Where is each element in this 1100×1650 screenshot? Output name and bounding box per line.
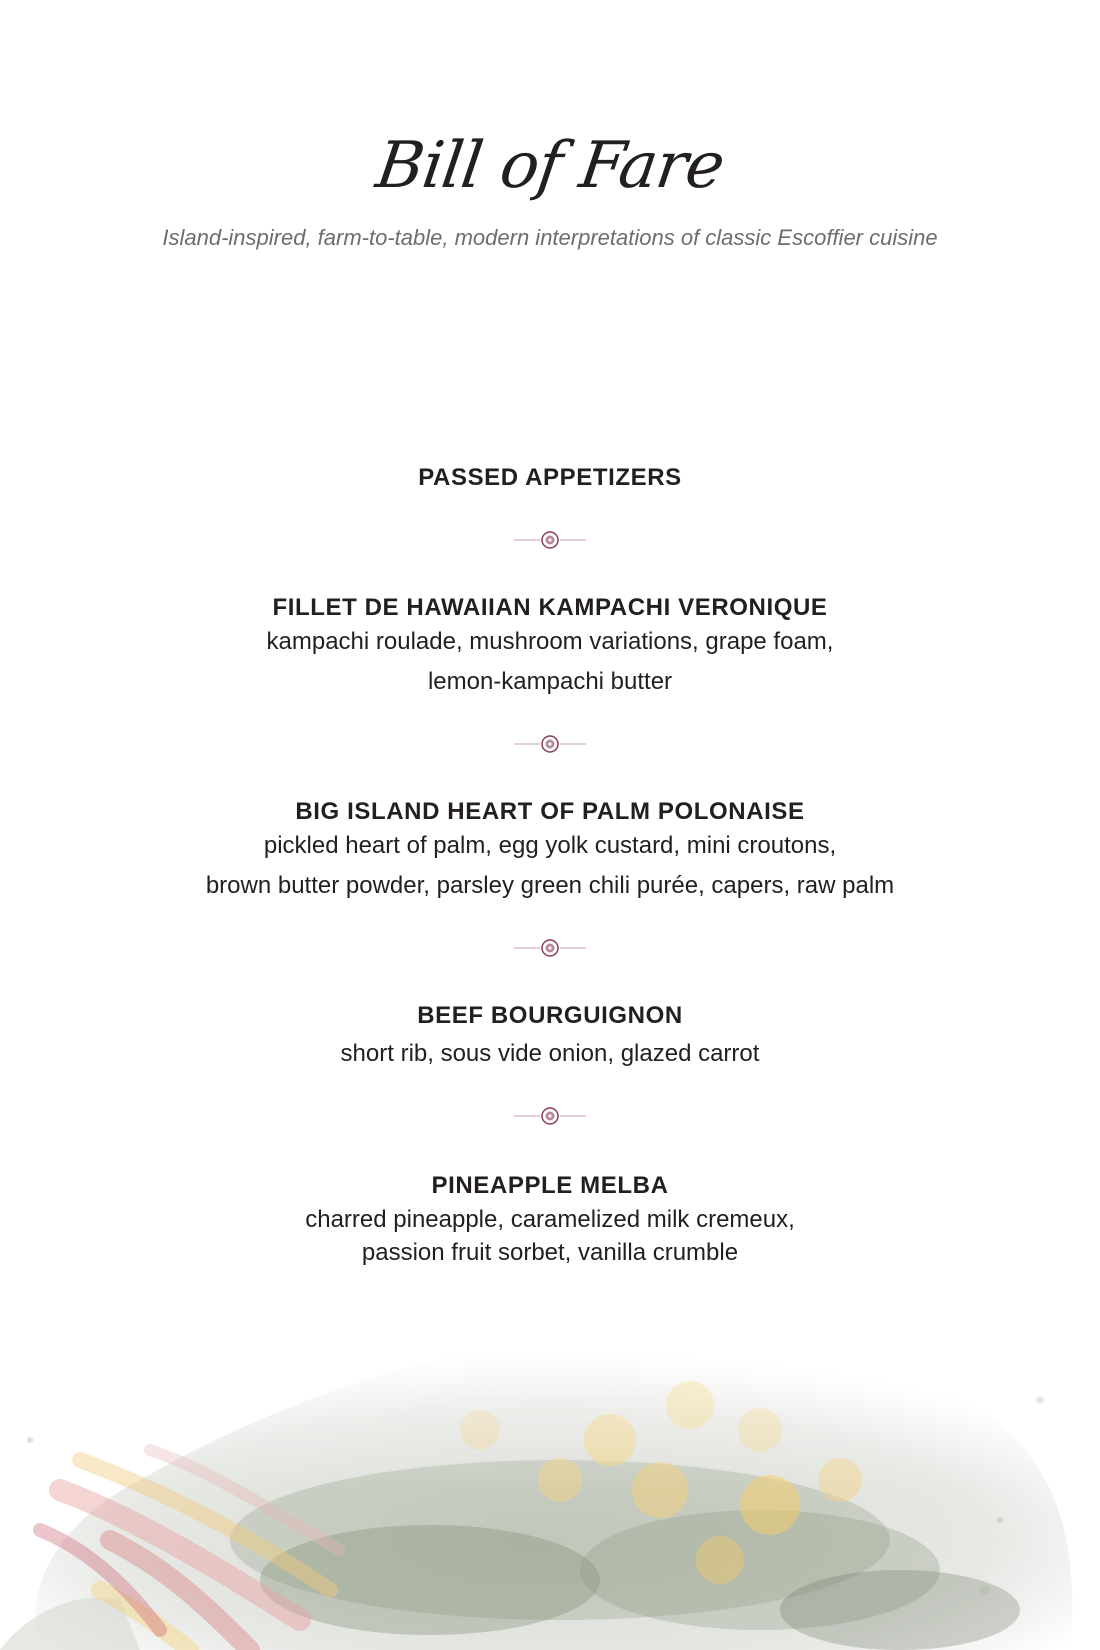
- dish-item: [0, 796, 1100, 904]
- dish-description-line: charred pineapple, caramelized milk cremeux,: [305, 1206, 795, 1233]
- ornament-icon: [510, 1104, 590, 1128]
- page-title: Bill of Fare: [371, 129, 729, 203]
- section-heading: PASSED APPETIZERS: [418, 464, 682, 491]
- dish-name: FILLET DE HAWAIIAN KAMPACHI VERONIQUE: [272, 594, 828, 621]
- dish-item: [0, 1170, 1100, 1268]
- dish-description-line: pickled heart of palm, egg yolk custard, mini croutons,: [263, 832, 837, 859]
- ornament-icon: [510, 936, 590, 960]
- ornament-icon: [510, 732, 590, 756]
- vegetables-watercolor-image: [0, 1290, 1100, 1650]
- dish-description-line: short rib, sous vide onion, glazed carrot: [340, 1040, 760, 1067]
- page-subtitle: Island-inspired, farm-to-table, modern interpretations of classic Escoffier cuisine: [162, 225, 938, 250]
- dish-item: [0, 592, 1100, 700]
- dish-description-line: passion fruit sorbet, vanilla crumble: [361, 1239, 739, 1266]
- dish-name: BEEF BOURGUIGNON: [417, 1002, 683, 1029]
- dish-description-line: lemon-kampachi butter: [427, 668, 673, 695]
- dish-description-line: brown butter powder, parsley green chili purée, capers, raw palm: [205, 872, 895, 899]
- ornament-icon: [510, 528, 590, 552]
- dish-name: PINEAPPLE MELBA: [431, 1172, 669, 1199]
- dish-item: [0, 1000, 1100, 1072]
- section-heading-block: [0, 462, 1100, 494]
- dish-description-line: kampachi roulade, mushroom variations, grape foam,: [266, 628, 834, 655]
- dish-name: BIG ISLAND HEART OF PALM POLONAISE: [295, 798, 805, 825]
